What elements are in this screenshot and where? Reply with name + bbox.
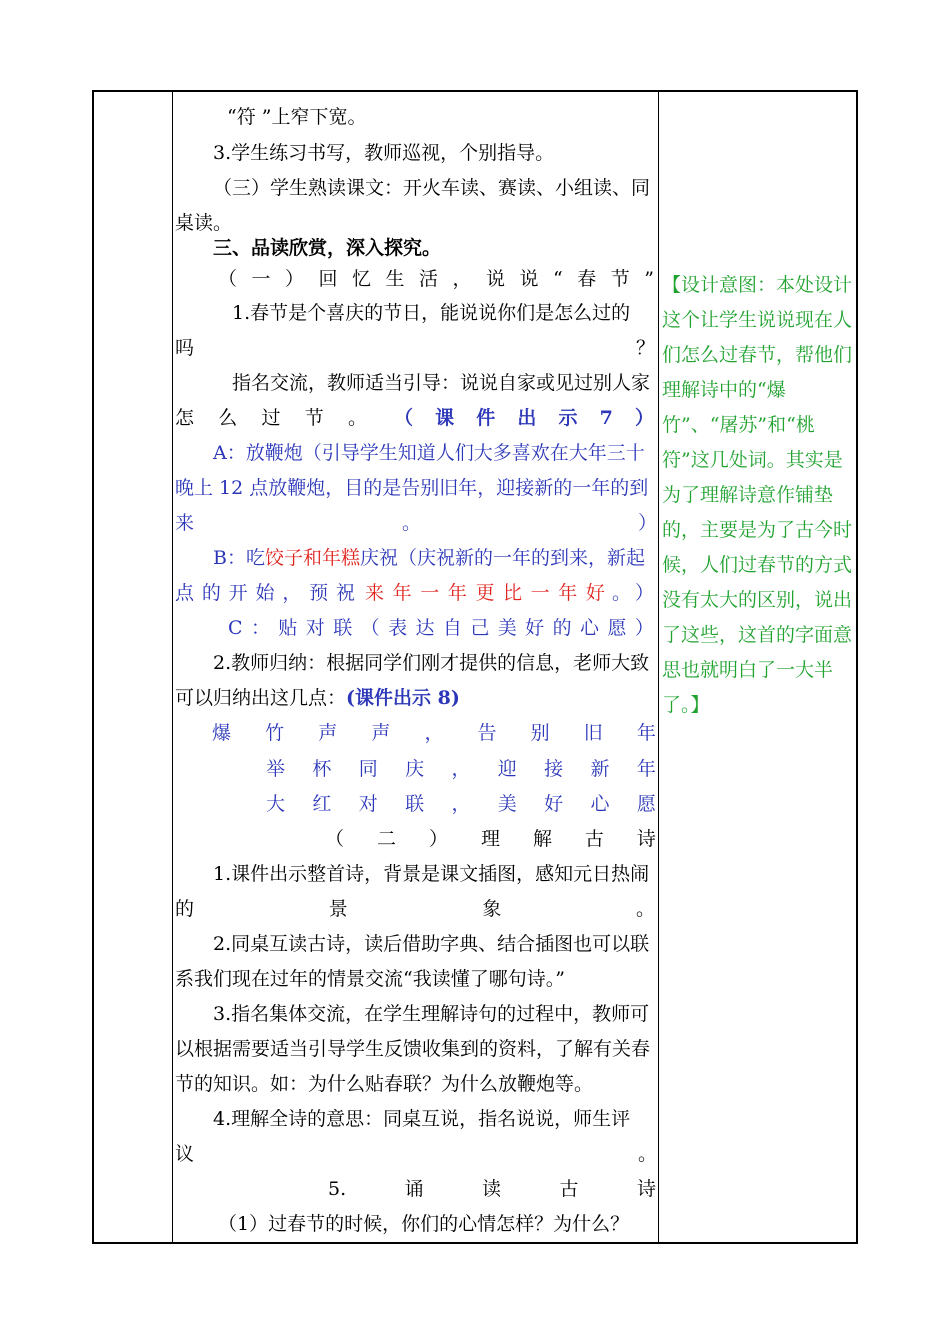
l20-char-1: 杯 <box>312 758 332 780</box>
l21-char-3: 联 <box>405 793 425 815</box>
design-note-line-9: 候，人们过春节的方式 <box>662 554 853 576</box>
l10b-char-6: ） <box>634 407 654 429</box>
l20-char-7: 新 <box>590 758 610 780</box>
subheading-understand-poem <box>325 826 656 852</box>
l20-char-0: 举 <box>266 758 286 780</box>
l15a-char-3: 始 <box>255 582 275 604</box>
line-question-mood: （1）过春节的时候，你们的心情怎样？为什么？ <box>218 1213 630 1235</box>
item-a-cont: 晚上 12 点放鞭炮，目的是告别旧年，迎接新的一年的到 <box>175 477 649 499</box>
l21-char-4: ， <box>451 793 471 815</box>
l10b-char-1: 课 <box>435 407 455 429</box>
l20-char-2: 同 <box>358 758 378 780</box>
line-read-aloud: （三）学生熟读课文：开火车读、赛读、小组读、同 <box>213 177 651 199</box>
l15b-char-7: 年 <box>558 582 578 604</box>
l32-char-3: 古 <box>559 1178 579 1200</box>
l20-char-4: ， <box>451 758 471 780</box>
l19-char-2: 声 <box>318 722 338 744</box>
l10a-char-4: 。 <box>347 407 367 429</box>
item-b-rest: 庆祝（庆祝新的一年的到来，新起 <box>359 547 645 569</box>
line-step-3-cont: 以根据需要适当引导学生反馈收集到的资料，了解有关春 <box>175 1038 651 1060</box>
l6-char-0: （ <box>218 268 238 290</box>
l6-char-5: 生 <box>385 268 405 290</box>
l6-char-3: 回 <box>318 268 338 290</box>
l22-char-4: 解 <box>532 828 552 850</box>
l6-char-4: 忆 <box>352 268 372 290</box>
l15a-char-5: 预 <box>309 582 329 604</box>
l16-char-10: 美 <box>497 617 517 639</box>
item-b-red-text: 饺子和年糕 <box>264 547 360 569</box>
l19-char-6: 别 <box>530 722 550 744</box>
l15a-char-4: ， <box>282 582 302 604</box>
l19-char-7: 旧 <box>583 722 603 744</box>
l20-char-6: 接 <box>544 758 564 780</box>
l21-char-6: 好 <box>544 793 564 815</box>
l10a-char-1: 么 <box>218 407 238 429</box>
item-c-couplets <box>228 615 654 641</box>
l24-char-2: 象 <box>482 898 502 920</box>
l24-char-1: 景 <box>328 898 348 920</box>
design-note-line-1: 【设计意图：本处设计 <box>662 274 853 296</box>
column-divider-1 <box>172 92 173 1242</box>
section-heading-3: 三、品读欣赏，深入探究。 <box>213 237 442 259</box>
line-step-2-cont: 系我们现在过年的情景交流“我读懂了哪句诗。” <box>175 968 565 990</box>
l15b-char-1: 年 <box>392 582 412 604</box>
l22-char-0: （ <box>325 828 345 850</box>
design-note-line-11: 了这些，这首的字面意 <box>662 624 853 646</box>
line-step-4-period: 。 <box>638 1143 658 1165</box>
l19-char-3: 声 <box>371 722 391 744</box>
l15a-char-2: 开 <box>228 582 248 604</box>
l6-char-11: 春 <box>577 268 597 290</box>
l22-char-3: 理 <box>480 828 500 850</box>
l16-char-13: 心 <box>580 617 600 639</box>
design-note-line-4: 理解诗中的“爆 <box>662 379 786 401</box>
l32-char-1: 诵 <box>404 1178 424 1200</box>
subheading-recall-life <box>218 266 654 292</box>
line-step-4: 4.理解全诗的意思：同桌互说，指名说说，师生评 <box>213 1108 631 1130</box>
l22-char-2: ） <box>428 828 448 850</box>
poem-line-1 <box>212 720 656 746</box>
line-question-1-cont: 吗 <box>175 337 195 359</box>
item-a-firecrackers: A：放鞭炮（引导学生知道人们大多喜欢在大年三十 <box>213 442 645 464</box>
l10a-char-2: 过 <box>261 407 281 429</box>
l15b-char-4: 更 <box>475 582 495 604</box>
l22-char-1: 二 <box>376 828 396 850</box>
line-question-mark: ？ <box>636 337 656 359</box>
l15b-char-5: 比 <box>503 582 523 604</box>
l16-char-8: 自 <box>442 617 462 639</box>
l15b-char-3: 年 <box>447 582 467 604</box>
l16-char-4: 联 <box>333 617 353 639</box>
design-note-line-8: 的，主要是为了古今时 <box>662 519 853 541</box>
l19-char-0: 爆 <box>212 722 232 744</box>
l6-char-13: ” <box>644 268 654 290</box>
l16-char-1: ： <box>250 617 270 639</box>
l21-char-0: 大 <box>266 793 286 815</box>
l15c-char-0: 。 <box>612 582 632 604</box>
column-divider-2 <box>658 92 659 1242</box>
courseware-8-label: (课件出示 8) <box>346 687 460 709</box>
l19-char-5: 告 <box>477 722 497 744</box>
l6-char-10: “ <box>553 268 563 290</box>
l10b-char-2: 件 <box>476 407 496 429</box>
l19-char-4: ， <box>424 722 444 744</box>
l16-char-0: C <box>228 617 243 639</box>
l32-char-0: 5. <box>328 1178 347 1200</box>
l19-char-1: 竹 <box>265 722 285 744</box>
design-note-line-12: 思也就明白了一大半 <box>662 659 834 681</box>
l22-char-5: 古 <box>584 828 604 850</box>
line-summary: 2.教师归纳：根据同学们刚才提供的信息，老师大致 <box>213 652 650 674</box>
l10b-char-3: 出 <box>517 407 537 429</box>
line-guidance: 指名交流，教师适当引导：说说自家或见过别人家 <box>232 372 651 394</box>
l15b-char-2: 一 <box>420 582 440 604</box>
l16-char-12: 的 <box>552 617 572 639</box>
l20-char-3: 庆 <box>405 758 425 780</box>
poem-line-2 <box>266 756 656 782</box>
l16-char-5: （ <box>360 617 380 639</box>
item-b-cont-end <box>612 580 654 606</box>
line-fu-shape: “符 ”上窄下宽。 <box>227 106 367 128</box>
item-b-cont-red <box>365 580 605 606</box>
l6-char-8: 说 <box>486 268 506 290</box>
l21-char-5: 美 <box>497 793 517 815</box>
l6-char-6: 活 <box>419 268 439 290</box>
l6-char-2: ） <box>285 268 305 290</box>
l16-char-6: 表 <box>388 617 408 639</box>
l16-char-3: 对 <box>305 617 325 639</box>
design-note-line-7: 为了理解诗意作铺垫 <box>662 484 834 506</box>
l20-char-8: 年 <box>636 758 656 780</box>
design-note-line-10: 没有太大的区别，说出 <box>662 589 853 611</box>
l15c-char-1: ） <box>634 582 654 604</box>
l21-char-1: 红 <box>312 793 332 815</box>
poem-line-3 <box>266 791 656 817</box>
l10a-char-0: 怎 <box>175 407 195 429</box>
l16-char-2: 贴 <box>278 617 298 639</box>
l15a-char-6: 祝 <box>335 582 355 604</box>
l10b-char-0: （ <box>394 407 414 429</box>
l16-char-9: 己 <box>470 617 490 639</box>
l22-char-6: 诗 <box>636 828 656 850</box>
line-how-celebrate <box>175 405 367 431</box>
l15b-char-6: 一 <box>530 582 550 604</box>
l6-char-12: 节 <box>610 268 630 290</box>
l10b-char-5: 7 <box>599 407 613 429</box>
l21-char-7: 心 <box>590 793 610 815</box>
l6-char-7: ， <box>452 268 472 290</box>
line-step-3-end: 节的知识。如：为什么贴春联？为什么放鞭炮等。 <box>175 1073 594 1095</box>
line-practice-writing: 3.学生练习书写，教师巡视，个别指导。 <box>213 142 555 164</box>
line-step-1: 1.课件出示整首诗，背景是课文插图，感知元日热闹 <box>213 863 650 885</box>
line-step-1-cont <box>175 896 655 922</box>
line-step-5 <box>328 1176 656 1202</box>
l15a-char-1: 的 <box>201 582 221 604</box>
l16-char-11: 好 <box>525 617 545 639</box>
line-summary-cont <box>175 685 460 711</box>
line-step-2: 2.同桌互读古诗，读后借助字典、结合插图也可以联 <box>213 933 650 955</box>
l19-char-8: 年 <box>636 722 656 744</box>
l20-char-5: 迎 <box>497 758 517 780</box>
item-a-period: 。 <box>402 512 422 534</box>
l16-char-15: ） <box>634 617 654 639</box>
design-note-line-3: 们怎么过春节，帮他们 <box>662 344 853 366</box>
l6-char-9: 说 <box>519 268 539 290</box>
l24-char-0: 的 <box>175 898 195 920</box>
design-note-line-6: 符”这几处词。其实是 <box>662 449 843 471</box>
item-b-label: B：吃 <box>213 547 265 569</box>
item-a-paren: ） <box>638 512 658 534</box>
line-question-1: 1.春节是个喜庆的节日，能说说你们是怎么过的 <box>232 302 631 324</box>
item-a-end: 来 <box>175 512 195 534</box>
summary-text: 可以归纳出这几点： <box>175 687 347 709</box>
l16-char-7: 达 <box>415 617 435 639</box>
l10b-char-4: 示 <box>558 407 578 429</box>
line-read-aloud-cont: 桌读。 <box>175 212 233 234</box>
design-note-line-5: 竹”、“屠苏”和“桃 <box>662 414 815 436</box>
item-b-cont-1 <box>175 580 355 606</box>
l24-char-3: 。 <box>635 898 655 920</box>
l21-char-8: 愿 <box>636 793 656 815</box>
l15b-char-8: 好 <box>585 582 605 604</box>
l21-char-2: 对 <box>358 793 378 815</box>
item-b-food <box>213 545 645 571</box>
courseware-7-label <box>394 405 654 431</box>
l6-char-1: 一 <box>251 268 271 290</box>
l10a-char-3: 节 <box>304 407 324 429</box>
design-note-line-2: 这个让学生说说现在人 <box>662 309 853 331</box>
line-step-4-cont: 议 <box>175 1143 195 1165</box>
line-step-3: 3.指名集体交流，在学生理解诗句的过程中，教师可 <box>213 1003 650 1025</box>
l32-char-2: 读 <box>482 1178 502 1200</box>
l15b-char-0: 来 <box>365 582 385 604</box>
l16-char-14: 愿 <box>607 617 627 639</box>
l15a-char-0: 点 <box>175 582 195 604</box>
design-note-line-13: 了。】 <box>662 694 710 716</box>
l32-char-4: 诗 <box>636 1178 656 1200</box>
